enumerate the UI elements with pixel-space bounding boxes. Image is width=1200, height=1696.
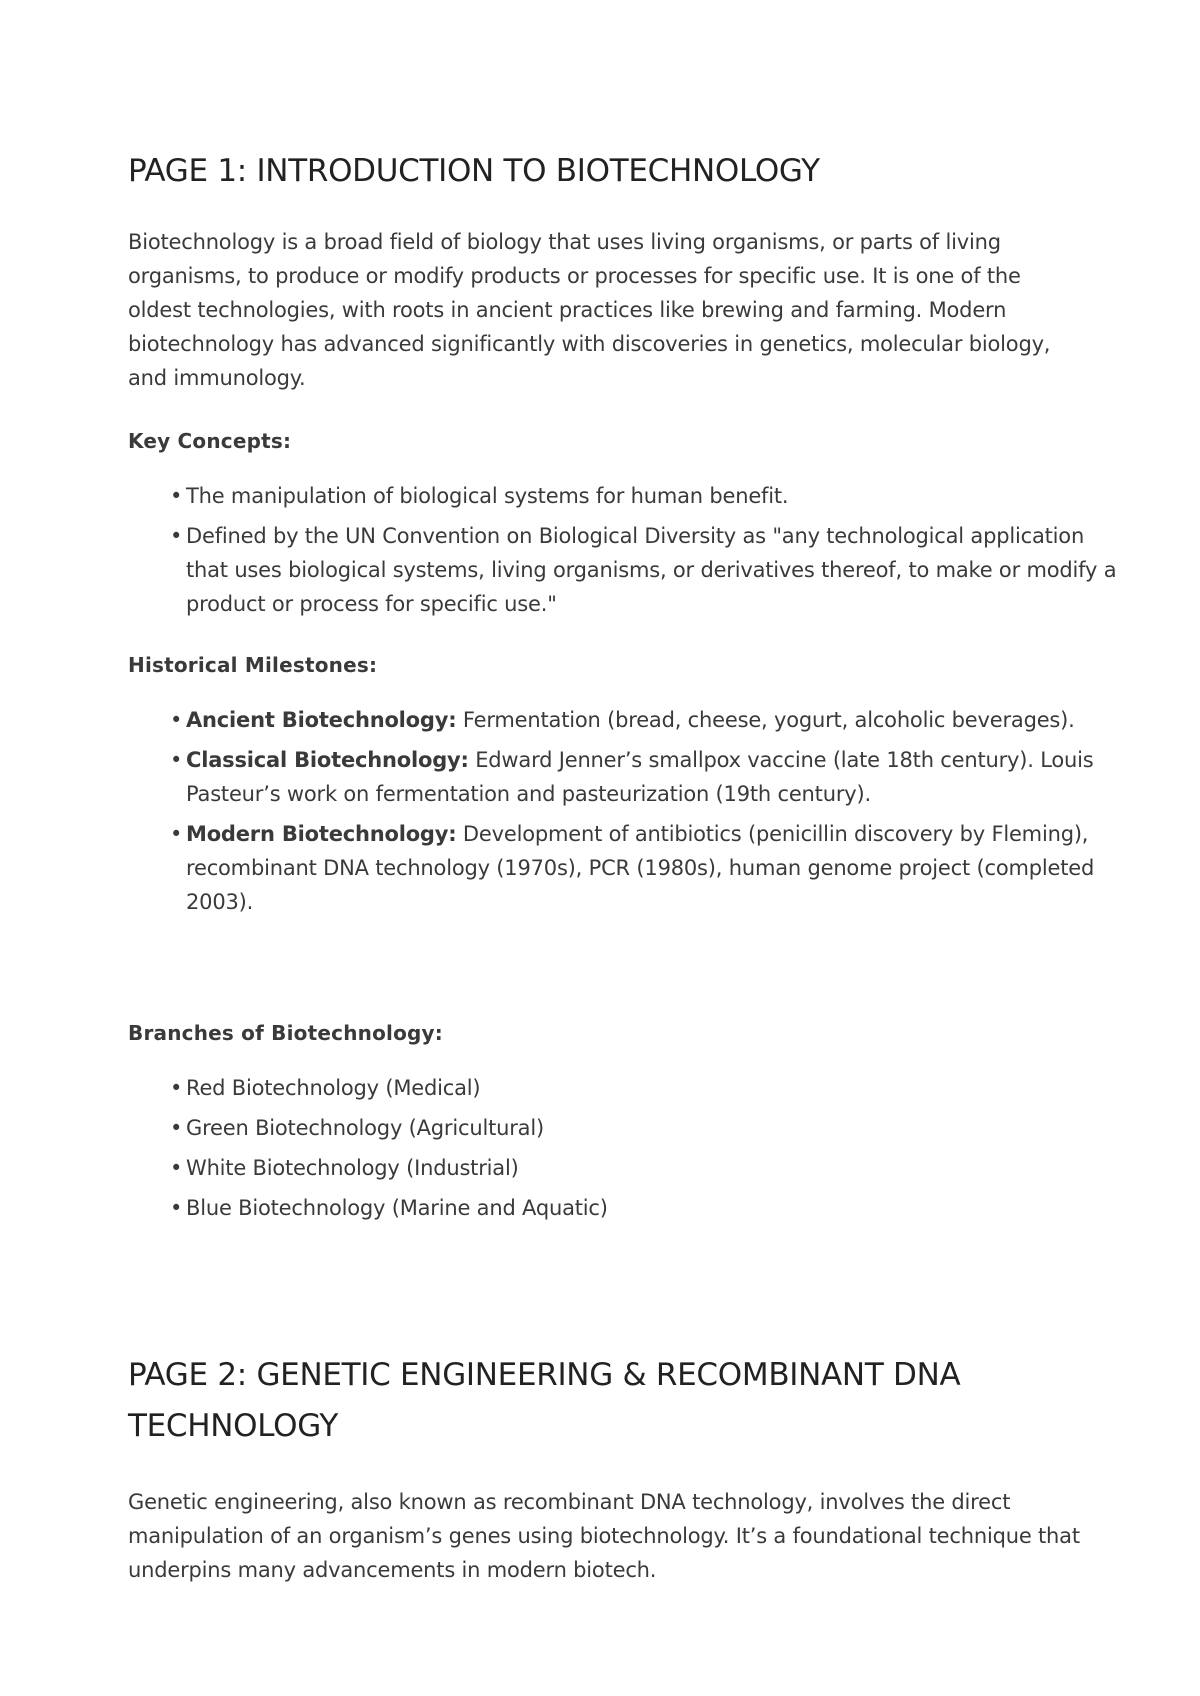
list-item-text: Defined by the UN Convention on Biological Diversity as "any technological application that uses biological systems, living organisms, or derivatives thereof, to make or modify a product or process for specific use." bbox=[186, 524, 1117, 616]
list-item-text: The manipulation of biological systems for human benefit. bbox=[186, 484, 789, 508]
branches-heading: Branches of Biotechnology: bbox=[128, 1021, 443, 1045]
list-item bbox=[170, 479, 1130, 513]
list-item-text: Red Biotechnology (Medical) bbox=[186, 1076, 481, 1100]
list-item bbox=[170, 743, 1130, 811]
bullet-icon: • bbox=[170, 1076, 183, 1100]
key-concepts-heading: Key Concepts: bbox=[128, 429, 292, 453]
list-item bbox=[170, 817, 1130, 919]
bullet-icon: • bbox=[170, 822, 183, 846]
page-2-intro-paragraph: Genetic engineering, also known as recombinant DNA technology, involves the direct manipulation of an organism’s genes using biotechnology. It’s a foundational technique that underpins many advancements in modern biotech. bbox=[128, 1490, 1080, 1582]
milestone-label: Ancient Biotechnology: bbox=[186, 708, 457, 732]
milestone-text: Edward Jenner’s smallpox vaccine (late 18th century). Louis Pasteur’s work on fermentation and pasteurization (19th century). bbox=[186, 748, 1094, 806]
milestone-text: Development of antibiotics (penicillin discovery by Fleming), recombinant DNA technology (1970s), PCR (1980s), human genome project (completed 2003). bbox=[186, 822, 1095, 914]
milestone-label: Modern Biotechnology: bbox=[186, 822, 457, 846]
list-item-text: White Biotechnology (Industrial) bbox=[186, 1156, 519, 1180]
bullet-icon: • bbox=[170, 1116, 183, 1140]
bullet-icon: • bbox=[170, 1156, 183, 1180]
bullet-icon: • bbox=[170, 484, 183, 508]
list-item bbox=[170, 1111, 1130, 1145]
historical-milestones-heading: Historical Milestones: bbox=[128, 653, 378, 677]
list-item bbox=[170, 519, 1130, 621]
page-1-heading: PAGE 1: INTRODUCTION TO BIOTECHNOLOGY bbox=[128, 153, 820, 189]
page-2-heading: PAGE 2: GENETIC ENGINEERING & RECOMBINANT DNA TECHNOLOGY bbox=[128, 1357, 961, 1444]
bullet-icon: • bbox=[170, 524, 183, 548]
milestone-label: Classical Biotechnology: bbox=[186, 748, 469, 772]
list-item-text: Blue Biotechnology (Marine and Aquatic) bbox=[186, 1196, 608, 1220]
list-item bbox=[170, 1151, 1130, 1185]
list-item bbox=[170, 1071, 1130, 1105]
list-item bbox=[170, 703, 1130, 737]
branches-list bbox=[170, 1071, 1130, 1231]
milestone-text: Fermentation (bread, cheese, yogurt, alcoholic beverages). bbox=[456, 708, 1075, 732]
list-item-text: Green Biotechnology (Agricultural) bbox=[186, 1116, 544, 1140]
bullet-icon: • bbox=[170, 708, 183, 732]
page-1-intro-paragraph: Biotechnology is a broad field of biology that uses living organisms, or parts of living organisms, to produce or modify products or processes for specific use. It is one of the oldest technologies, with roots in ancient practices like brewing and farming. Modern biotechnology has advanced significantly with discoveries in genetics, molecular biology, and immunology. bbox=[128, 230, 1051, 390]
key-concepts-list bbox=[170, 479, 1130, 627]
milestones-list bbox=[170, 703, 1130, 925]
bullet-icon: • bbox=[170, 1196, 183, 1220]
bullet-icon: • bbox=[170, 748, 183, 772]
list-item bbox=[170, 1191, 1130, 1225]
